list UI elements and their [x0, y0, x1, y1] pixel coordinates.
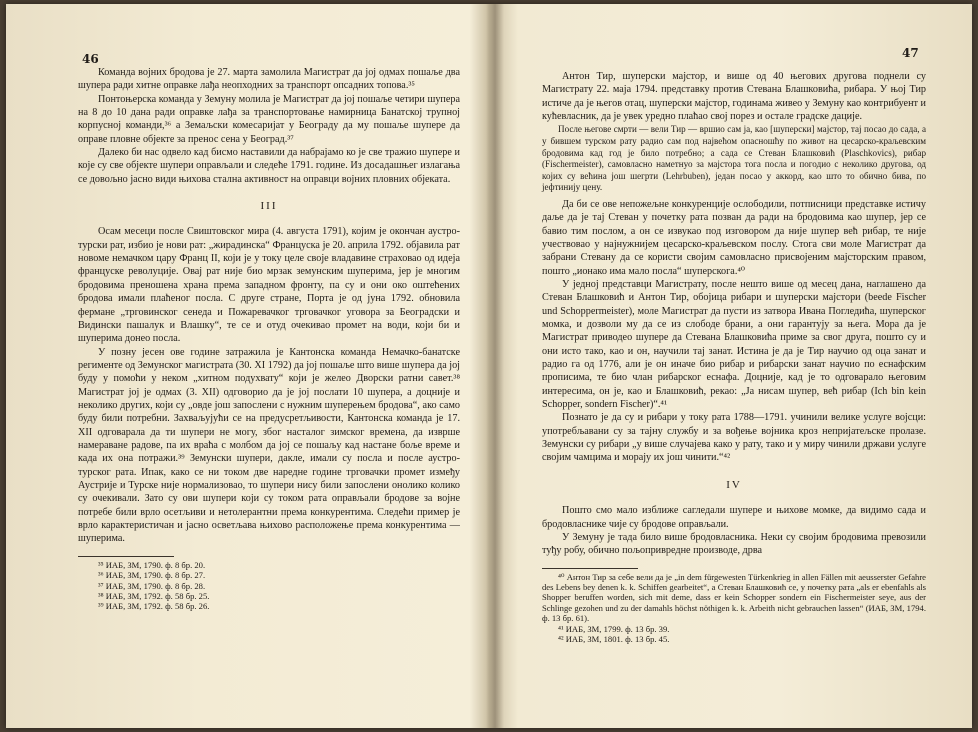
footnote-rule — [78, 556, 174, 557]
paragraph: Команда војних бродова је 27. марта замолила Магистрат да јој одмах пошаље два шупера ради хитне оправке лађа неопходних за транспорт опсадних топова.³⁵ — [78, 67, 460, 92]
paragraph: Понтоњерска команда у Земуну молила је Магистрат да јој пошаље четири шупера на 8 до 10 дана ради оправке лађа за транспортовање намирница Банатској трупној корпусној команди,³⁶ а Земаљски комесаријат у Београду да му пошаље шупере да оправе пловне објекте за пренос сена у Београд.³⁷ — [78, 93, 460, 145]
section-heading: IV — [726, 478, 742, 491]
paragraph: Далеко би нас одвело кад бисмо наставили да набрајамо ко је све тражио шупере и које су све објекте шупери оправљали и следеће 1791. године. Из досадашњег излагања се довољно јасно види њихова стална активност на оправци војних пловних објеката. — [78, 147, 460, 185]
left-page — [6, 4, 488, 728]
footnote: ³⁶ ИАБ, ЗМ, 1790. ф. 8 бр. 27. — [98, 570, 206, 581]
block-quote: После његове смрти — вели Тир — вршио сам ја, као [шуперски] мајстор, тај посао до сада, а у бившем турском рату радио сам под највећом опасношћу по живот на цесарско-краљевским бродовима кад год је било потребно; а сада се Стеван Блашковић (Plaschkovics), рибар (Fischermeister), самовласно наметнуо за мајстора тога посла и погодио с неколико другова, од којих су већина још шегрти (Lehrbuben), један посао у аккорд, као што то обично бива, по јефтинију цену. — [542, 124, 926, 193]
footnote: ³⁷ ИАБ, ЗМ, 1790. ф. 8 бр. 28. — [98, 580, 206, 591]
book-gutter — [486, 4, 504, 728]
page-number: 46 — [82, 52, 99, 66]
footnotes — [542, 572, 926, 645]
footnote: ³⁸ ИАБ, ЗМ, 1792. ф. 58 бр. 25. — [98, 590, 210, 601]
right-text-column — [542, 70, 926, 644]
left-text-column — [78, 66, 460, 612]
paragraph: У Земуну је тада било више бродовласника. Неки су својим бродовима превозили туђу робу, обично пољопривредне производе, дрва — [542, 531, 926, 557]
paragraph: Познато је да су и рибари у току рата 1788—1791. учинили велике услуге војсци: употребљавани су за тајну службу и за вођење војника кроз непријатељске пролазе. Земунски су рибари „у више случајева како у рату, тако и у миру чинили држави услуге својим чамцима и морају их још чинити.“⁴² — [542, 412, 926, 464]
paragraph: У позну јесен ове године затражила је Кантонска команда Немачко-банатске регименте од Земунског магистрата (30. XI 1792) да јој пошаље што више шупера да јој буду у помоћи у неком „хитном подухвату“ који је желео Дворски ратни савет.³⁸ Магистрат јој је одмах (3. XII) одговорио да је јој послати 10 шупера, а доцније и неколико других, који су „овде још запослени с нужним шуперењем бродова“, ако само буду били потребни. Захваљујући се на предусретљивости, Кантонска команда је 17. XII одговарала да ти шупери не могу, због насталог зимског времена, да изврше намераване радове, па их враћа с молбом да јој се пошаљу кад настане боље време и када их она потражи.³⁹ Земунски шупери, дакле, имали су посла и после аустро-турског рата. Ипак, како се ни током две наредне године трговачки промет између Аустрије и Турске није нормализовао, то шупери нису били запослени онолико колико су очекивали. Зато су ови шупери који су током рата оправљали бродове за војне потребе били врло осетљиви и нетолерантни према конкурентима. Следећи пример је врло карактеристичан и јасно осветљава њихово расположење према конкурентима — шуперима. — [78, 346, 461, 545]
paragraph: Антон Тир, шуперски мајстор, и више од 40 његових другова поднели су Магистрату 22. маја 1794. представку против Стевана Блашковића, рибара. У њој Тир истиче да је његов отац, шуперски мајстор, годинама живео у Земуну као контрибуент и кућевласник, да је увек уредно плаћао свој порез и остале градске дације. — [542, 71, 926, 123]
footnote: ³⁵ ИАБ, ЗМ, 1790. ф. 8 бр. 20. — [98, 559, 206, 570]
footnotes — [78, 560, 460, 612]
paragraph: Осам месеци после Свиштовског мира (4. августа 1791), којим је окончан аустро-турски рат, избио је нови рат: „жирадинска“ Француска је 20. априла 1792. објавила рат новоме немачком цару Франц II, који је у току целе своје владавине страховао од идеја француске револуције. Овај рат није био мрзак земунским шуперима, јер је многим бродовима преношена храна према западном фронту, па су и они око оштећених бродова имали плаћеног посла. С друге стране, Порта је од јуна 1792. обновила фермане „трговинског сенеда и Пожаревачког трговачког уговора за Београдски и Видински пашалук и Влашку“, те се и отуд очекивао промет на води, који би и шуперима донео посла. — [78, 226, 460, 345]
footnote: ³⁹ ИАБ, ЗМ, 1792. ф. 58 бр. 26. — [98, 601, 210, 612]
page-number: 47 — [902, 46, 919, 60]
section-heading: III — [260, 200, 278, 213]
footnote: ⁴² ИАБ, ЗМ, 1801. ф. 13 бр. 45. — [558, 633, 670, 644]
paragraph: Пошто смо мало изближе сагледали шупере и њихове момке, да видимо сада и бродовласнике чије су бродове оправљали. — [542, 505, 926, 530]
paragraph: У једној представци Магистрату, после нешто више од месец дана, наглашено да Стеван Блашковић и Антон Тир, обојица рибари и шуперски мајстори (beede Fischer und Schoppermeister), моле Магистрат да пусти из затвора Ивана Погледића, шуперског момка, и дозволи му да се из слободе брани, а они гарантују за њега. Мора да је Магистрат приводео шупере да Стевана Блашковића приме за свог друга, пошто су и они исто тако, као и он, научили тај занат. Истина је да је Тир научио од оца занат и радио га од 1776, али је он иначе био рибар и рибарски занат научио по еснафским прописима, те био члан рибарског еснафа. Доцније, кад је то одговарало његовим интересима, он је, као и Блашковић, рекао: „Ја нисам шупер, већ рибар (Ich bin kein Schopper, sondern Fischer)“.⁴¹ — [542, 279, 926, 411]
footnote-rule — [542, 568, 638, 569]
footnote: ⁴¹ ИАБ, ЗМ, 1799. ф. 13 бр. 39. — [558, 623, 670, 634]
open-book — [6, 4, 972, 728]
footnote: ⁴⁰ Антон Тир за себе вели да је „in dem fürgewesten Türkenkrieg in allen Fällen mit aeusserster Gefahre des Lebens bey denen k. k. Schiffen gearbeitet“, а Стеван Блашковић се, у почетку рата „als er ebenfahls als Shopper beruffen worden, sich mit deme, dass er kein Schopper sondern ein Fischermeister seye, aus der Schlinge gezohen und zu der damahls höchst nöthigen k. k. Arbeith nicht gebrauchen lassen“ (ИАБ, ЗМ, 1794. ф. 13 бр. 61). — [542, 571, 926, 624]
right-page — [504, 4, 972, 728]
paragraph: Да би се ове непожељне конкуренције ослободили, потписници представке истичу даље да је тај Стеван у почетку рата позван да ради на бродовима као шупер, јер се бавио тим послом, а он се извукао под изговором да није шупер већ рибар, те није учествовао у најнужнијем цесарско-краљевском послу. Стога сви моле Магистрат да забрани Стевану да се користи својим самовласно присвојеним мајсторским правом, пошто „ионако има мало посла“ шуперскога.⁴⁰ — [542, 198, 926, 277]
